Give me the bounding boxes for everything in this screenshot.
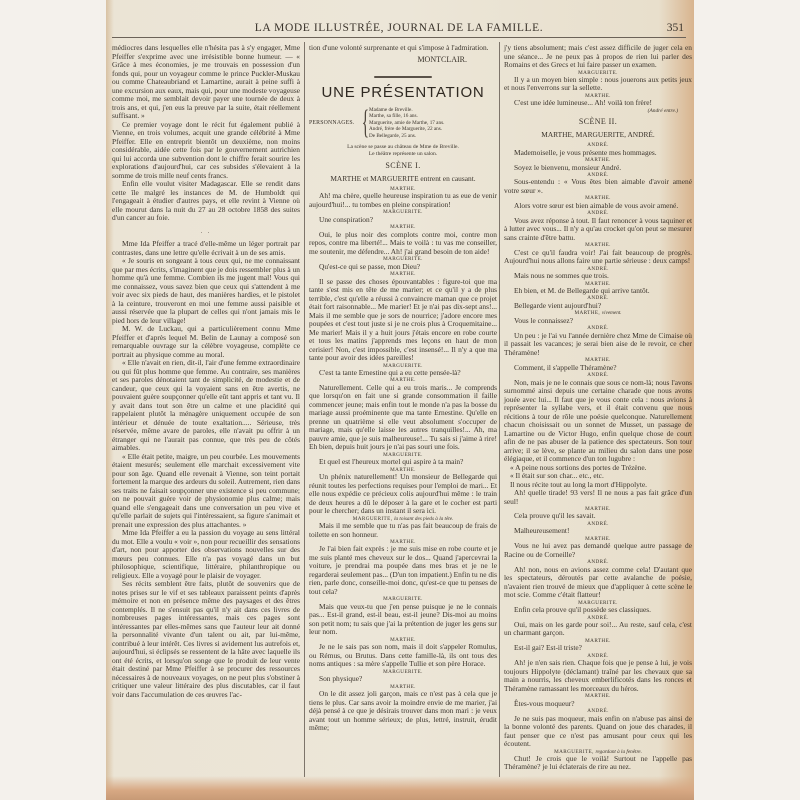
verse-line: « Il était sur son char... etc., etc.	[510, 471, 604, 480]
paragraph: Soyez le bienvenu, monsieur André.	[514, 162, 622, 172]
paragraph: Sous-entendu : « Vous êtes bien aimable d'avoir amené votre sœur ».	[504, 177, 692, 195]
speaker-label: ANDRÉ.	[587, 520, 609, 527]
speaker-label: MARGUERITE,	[352, 515, 393, 522]
paragraph: Vous avez réponse à tout. Il faut renoncer à vous taquiner et à lutter avec vous... Il n'y a qu'au crocket qu'on peut se mesurer sans crainte d'être battu.	[504, 215, 692, 242]
speaker-label: MARTHE.	[585, 637, 611, 644]
speaker-label: ANDRÉ.	[587, 295, 609, 302]
paragraph: Cela prouve qu'il les savait.	[514, 511, 596, 521]
paragraph: Chut! Je crois que le voilà! Surtout ne l'appelle pas Théramène? je lui éclaterais de rire au nez.	[504, 753, 692, 772]
cast-member: Madame de Breville.	[369, 106, 413, 113]
play-title: UNE PRÉSENTATION	[321, 84, 485, 101]
ornament-line	[374, 76, 432, 78]
paragraph: Enfin cela prouve qu'il possède ses classiques.	[514, 605, 651, 615]
speaker-label: ANDRÉ.	[587, 210, 609, 217]
newspaper-page	[106, 0, 694, 800]
speaker-label: MARTHE.	[390, 683, 416, 690]
paragraph: Est-il gai? Est-il triste?	[514, 643, 582, 653]
speaker-label: ANDRÉ.	[587, 559, 609, 566]
speaker-label: MARTHE.	[585, 535, 611, 542]
author-signature: MONTCLAIR.	[417, 54, 467, 64]
paragraph: « Elle était petite, maigre, un peu courbée. Les mouvements étaient mesurés; seulement elle marchait excessivement vite pour son âge. Quand elle revenait à Vienne, son teint portait fortement la marque des ardeurs du soleil. Autrement, rien dans ses traits ne faisait soupçonner une existence si peu commune; on ne pouvait guère voir de physionomie plus calme; mais quand elle s'engageait dans une conversation un peu vive et qu'elle parlait de sujets qui l'intéressaient, sa figure s'animait et prenait une expression des plus attachantes. »	[112, 451, 300, 529]
paragraph: Mais nous ne sommes que trois.	[514, 271, 609, 281]
speaker-label: MARTHE.	[585, 357, 611, 364]
paragraph: Ah! non, nous en avions assez comme cela! D'autant que les spectateurs, déroutés par cette avalanche de poésie, n'avaient rien trouvé de mieux que d'appliquer à cette scène le mot scie. Comme c'était flatteur!	[504, 564, 692, 600]
speaker-label: MARTHE,	[574, 310, 601, 317]
speaker-label: ANDRÉ.	[587, 172, 609, 179]
scene-characters: MARTHE, MARGUERITE, ANDRÉ.	[541, 129, 655, 139]
paragraph: C'est une idée lumineuse... Ah! voilà ton frère!	[514, 98, 653, 108]
paragraph: Oui, le plus noir des complots contre moi, contre mon repos, contre ma liberté!... Mais te voilà : tu vas me conseiller, me soutenir, me défendre... Ah! j'ai grand besoin de ton aide!	[309, 229, 497, 256]
paragraph: Naturellement. Celle qui a eu trois maris... Je comprends que lorsqu'on en fait une si grande consommation il faille commencer jeune; mais enfin tout le monde n'a pas la bosse du mariage aussi proéminente que ma tante Ernestine. Qu'elle en prenne un quatrième si elle veut absolument s'occuper de mariage, mais qu'elle laisse les autres tranquilles!... Ah, ma pauvre amie, que je suis malheureuse!... Tu sais si j'aime à rire! Eh bien, depuis huit jours je n'ai pas souri une fois.	[309, 382, 497, 452]
speaker-label: MARGUERITE.	[578, 599, 618, 606]
speaker-label: MARGUERITE.	[383, 451, 423, 458]
paragraph: Eh bien, et M. de Bellegarde qui arrive tantôt.	[514, 285, 650, 295]
paragraph: Mais il me semble que tu n'as pas fait beaucoup de frais de toilette en son honneur.	[309, 521, 497, 539]
speaker-label: MARGUERITE.	[383, 596, 423, 603]
paragraph: médiocres dans lesquelles elle n'hésita pas à s'y engager, Mme Pfeiffer s'exprime avec une irrésistible bonne humeur. — « Grâce à mes économies, je me trouvais en possession d'un fonds qui, pour un voyageur comme le prince Puckler-Muskau ou comme Chateaubriand et Lamartine, aurait à peine suffi à une excursion aux eaux, mais qui, pour une modeste voyageuse comme moi, me semblait devoir payer une tournée de deux à trois ans, et qui, j'en eus la preuve par la suite, était réellement suffisant. »	[112, 43, 300, 120]
stage-direction: la toisant des pieds à la tête.	[394, 515, 454, 522]
speaker-label: MARTHE.	[390, 466, 416, 473]
paragraph: Alors votre sœur est bien aimable de vous avoir amené.	[514, 200, 679, 210]
cast-member: André, frère de Marguerite, 22 ans.	[369, 126, 443, 133]
paragraph: Mais que veux-tu que j'en pense puisque je ne le connais pas... Est-il grand, est-il beau, est-il jeune? Dis-moi au moins son petit nom; tu sais que j'ai la prétention de juger les gens sur leur nom.	[309, 601, 497, 637]
page-edge	[106, 776, 694, 800]
stage-direction: regardant à la fenêtre.	[595, 748, 642, 755]
speaker-label: MARTHE.	[585, 157, 611, 164]
verse-line: Il nous récite tout au long la mort d'Hippolyte.	[510, 479, 648, 489]
speaker-label: MARTHE.	[390, 224, 416, 231]
journal-title: LA MODE ILLUSTRÉE, JOURNAL DE LA FAMILLE.	[254, 22, 544, 34]
setting-note	[309, 144, 497, 158]
paragraph: Non, mais je ne le connais que sous ce nom-là; nous l'avons surnommé ainsi depuis une certaine charade que nous avons jouée avec lui... Il faut que je vous conte cela : nous avions à représenter la syllabe vers, et il était convenu que nous récitions à tour de rôle une poésie quelconque. Naturellement chacun choisissait ou un sonnet de Musset, un passage de Lamartine ou de Victor Hugo, enfin quelque chose de court afin de ne pas abuser de la patience des spectateurs. Son tour arrive; il se lève, se plante au milieu du salon dans une pose élégiaque, et il commence d'un ton lugubre :	[504, 377, 692, 463]
speaker-label: MARTHE.	[390, 186, 416, 192]
paragraph: Il y a un moyen bien simple : nous jouerons aux petits jeux et nous l'enverrons sur la sellette.	[504, 74, 692, 93]
speaker-label: MARTHE.	[390, 539, 416, 546]
paragraph: Et quel est l'heureux mortel qui aspire à ta main?	[319, 457, 464, 467]
paragraph: Vous le connaissez?	[514, 315, 573, 325]
speaker-label: MARTHE.	[585, 506, 611, 512]
paragraph: Il se passe des choses épouvantables : figure-toi que ma tante s'est mis en tête de me marier; et ce qu'il y a de plus terrible, c'est qu'elle a réussi à convaincre maman que ce projet était fort raisonnable... Me marier! Et je n'ai pas dix-sept ans!... Mais il me semble que je sors de nourrice; j'adore encore mes poupées et c'est tout juste si je ne crois plus à Croquemitaine... Me marier! Mais il y a huit jours j'étais encore en robe courte et tous les matins j'apprends mes leçons en haut de mon cerisier! Non, c'est impossible, c'est insensé!... Il n'y a que ma tante pour avoir des idées pareilles!	[309, 276, 497, 363]
paragraph: Mme Ida Pfeiffer a tracé d'elle-même un léger portrait par contrastes, dans une lettre qu'elle écrivait à un de ses amis.	[112, 239, 300, 257]
paragraph: Je ne suis pas moqueur, mais enfin on n'abuse pas ainsi de la bonne volonté des parents. Quand on joue des charades, il faut penser que ce n'est pas amusant pour ceux qui les écoutent.	[504, 713, 692, 749]
paragraph: Ah! je n'en sais rien. Chaque fois que je pense à lui, je vois toujours Hippolyte (déclamant) traîné par les chevaux que sa main a nourris, les cheveux emberlificotés dans les ronces et Théramène ramassant les morceaux du héros.	[504, 658, 692, 693]
cast-member: Marguerite, amie de Marthe, 17 ans.	[369, 119, 445, 126]
stage-direction: (André entre.)	[647, 107, 678, 114]
speaker-label: ANDRÉ.	[587, 372, 609, 379]
paragraph: Vous ne lui avez pas demandé quelque autre passage de Racine ou de Corneille?	[504, 541, 692, 559]
cast-label: PERSONNAGES.	[309, 119, 355, 126]
paragraph: Un peu : je l'ai vu l'année dernière chez Mme de Cimaise où il passait les vacances; je serai bien aise de le revoir, ce cher Théramène!	[504, 330, 692, 357]
speaker-label: MARTHE.	[585, 242, 611, 249]
paragraph: j'y tiens absolument; mais c'est assez difficile de juger cela en une séance... Je ne peux pas à propos de rien lui parler des Romains et des Grecs et lui faire passer un examen.	[504, 43, 692, 69]
paragraph: C'est ta tante Ernestine qui a eu cette pensée-là?	[319, 367, 461, 377]
paragraph: Mme Ida Pfeiffer a eu la passion du voyage au sens littéral du mot. Elle a voulu « voir », non pour recueillir des sensations d'art, non pour apporter des observations nouvelles sur des mœurs peu connues. Elle n'a pas voyagé dans un but philosophique, scientifique, littéraire, philanthropique ou religieux. Elle a voyagé pour le plaisir de voyager.	[112, 528, 300, 580]
paragraph: Mademoiselle, je vous présente mes hommages.	[514, 147, 657, 157]
setting-line: La scène se passe au château de Mme de Breville.	[347, 144, 459, 150]
speaker-label: ANDRÉ.	[587, 614, 609, 621]
speaker-label: ANDRÉ.	[587, 325, 609, 332]
scene-heading: SCÈNE II.	[578, 117, 618, 127]
paragraph: Ah! quelle tirade! 93 vers! Il ne nous a pas fait grâce d'un seul!	[504, 488, 692, 506]
speaker-label: MARGUERITE.	[578, 69, 618, 76]
paragraph: On le dit assez joli garçon, mais ce n'est pas à cela que je tiens le plus. Car sans avoir la moindre envie de me marier, j'ai déjà pensé à ce que je désirais trouver dans mon mari : je veux avant tout un homme sérieux; de plus, lettré, instruit, érudit même;	[309, 689, 497, 733]
paragraph: C'est ce qu'il faudra voir! J'ai fait beaucoup de progrès. Aujourd'hui nous allons faire une partie sérieuse : deux camps!	[504, 247, 692, 266]
speaker-label: ANDRÉ.	[587, 652, 609, 659]
column-divider	[499, 42, 500, 777]
speaker-label: MARGUERITE.	[383, 209, 423, 216]
speaker-label: MARGUERITE.	[383, 362, 423, 369]
paragraph: Ses récits semblent être faits, plutôt de souvenirs que de notes prises sur le vif et ses tableaux paraissent peints d'après mémoire et non en présence même des paysages et des êtres contemplés. Il ne s'ensuit pas qu'il n'y ait dans ces livres de nombreuses pages intéressantes, mais ces pages sont intéressantes par elles-mêmes sans que l'auteur leur ait donné la personnalité vivante d'un talent ou ait, par lui-même, contribué à leur intérêt. Ces livres si avidement lus autrefois et, aujourd'hui, si éclipsés se ressentent de la hâte avec laquelle ils ont été écrits, et lorsqu'on songe que le produit de leur vente était destiné par Mme Pfeiffer à se procurer des ressources nécessaires à de nouveaux voyages, on ne peut plus s'obstiner à critiquer une valeur littéraire des plus discutables, car il faut voir dans l'accumulation de ces œuvres l'ac-	[112, 579, 300, 699]
cast-list	[309, 106, 497, 140]
column-2-play	[309, 44, 497, 733]
speaker-label: ANDRÉ.	[587, 142, 609, 149]
scene-heading: SCÈNE I.	[385, 161, 421, 170]
column-3-play	[504, 44, 692, 772]
paragraph: Je ne le sais pas son nom, mais il doit s'appeler Romulus, ou Rémus, ou Brutus. Dans cette famille-là, ils ont tous des noms antiques : sa mère s'appelle Tullie et son père Horace.	[309, 642, 497, 669]
page-header	[112, 20, 686, 38]
paragraph: Comment, il s'appelle Théramène?	[514, 362, 617, 372]
verse-line: « A peine nous sortions des portes de Trézène.	[510, 462, 647, 472]
speaker-label: MARGUERITE,	[554, 748, 594, 755]
decorative-rule	[309, 73, 497, 78]
paragraph: Oui, mais on les garde pour soi!... Au reste, sauf cela, c'est un charmant garçon.	[504, 619, 692, 638]
stage-direction: vivement.	[601, 310, 622, 317]
speaker-label: ANDRÉ.	[587, 708, 609, 715]
paragraph: Enfin elle voulut visiter Madagascar. Elle se rendit dans cette île malgré les instances de M. de Humboldt qui l'engageait à étudier d'autres pays, et elle revint à Vienne où elle mourut dans la nuit du 27 au 28 octobre 1858 des suites d'un cancer au foie.	[112, 179, 300, 222]
cast-members	[369, 107, 444, 140]
speaker-label: MARTHE.	[390, 271, 416, 278]
speaker-label: MARTHE.	[585, 280, 611, 287]
paragraph: Ah! ma chère, quelle heureuse inspiration tu as eue de venir aujourd'hui!... tu tombes en pleine conspiration!	[309, 191, 497, 209]
speaker-label: MARTHE.	[390, 377, 416, 384]
paragraph: Êtes-vous moqueur?	[514, 698, 575, 708]
brace: {	[361, 104, 370, 141]
paragraph: tion d'une volonté surprenante et qui s'impose à l'admiration.	[309, 43, 489, 52]
column-1-article	[112, 44, 300, 699]
page-number: 351	[666, 22, 684, 34]
paragraph: Malheureusement!	[514, 526, 570, 536]
speaker-label: MARTHE.	[585, 92, 611, 99]
scene-characters: MARTHE et MARGUERITE entrent en causant.	[330, 173, 476, 183]
column-divider	[304, 42, 305, 777]
speaker-label: MARGUERITE.	[383, 668, 423, 675]
paragraph: Son physique?	[319, 674, 363, 684]
paragraph: « Elle n'avait en rien, dit-il, l'air d'une femme extraordinaire ou qui fût plus homme que femme. Au contraire, ses manières et ses paroles dénotaient tant de simplicité, de modestie et de candeur, que ceux qui la voyaient sans en être avertis, ne pouvaient guère soupçonner qu'elle eût tant appris et tant vu. Il y avait dans tout son être un calme et une placidité qui rappelaient plutôt la ménagère uniquement occupée de son intérieur et dénuée de toute exaltation..... Sérieuse, très réservée, même avare de paroles, elle n'avait pu offrir à un étranger qui ne l'aurait pas connue, que très peu de côtés aimables.	[112, 358, 300, 452]
paragraph: M. W. de Luckau, qui a particulièrement connu Mme Pfeiffer et d'après lequel M. Belin de Launay a composé son remarquable ouvrage sur la célèbre voyageuse, complète ce portrait au physique comme au moral.	[112, 324, 300, 359]
paragraph: Ce premier voyage dont le récit fut également publié à Vienne, en trois volumes, acquit une grande célébrité à Mme Pfeiffer. Elle en entreprit bientôt un deuxième, non moins considérable, aidée cette fois par le gouvernement autrichien qui lui accorda une subvention dont le chiffre ferait sourire les explorations d'aujourd'hui, car ces subsides s'élevaient à la somme de trois mille neuf cents francs.	[112, 119, 300, 180]
paragraph: Bellegarde vient aujourd'hui?	[514, 300, 602, 310]
speaker-label: MARTHE.	[585, 195, 611, 202]
cast-member: De Bellegarde, 25 ans.	[369, 132, 417, 139]
paragraph: Qu'est-ce qui se passe, mon Dieu?	[319, 261, 421, 271]
speaker-label: MARGUERITE.	[383, 256, 423, 263]
paragraph: Un phénix naturellement! Un monsieur de Bellegarde qui réunit toutes les perfections requises pour l'emploi de mari... Et elle nous expédie ce précieux colis aujourd'hui même : le train de deux heures a dû le déposer à la gare et le cocher est parti pour le chercher; dans un instant il sera ici.	[309, 472, 497, 516]
speaker-label: MARTHE.	[585, 693, 611, 700]
section-separator: . .	[200, 228, 212, 235]
speaker-label: MARTHE.	[390, 636, 416, 643]
setting-line: Le théâtre représente un salon.	[368, 151, 438, 157]
paragraph: « Je souris en songeant à tous ceux qui, ne me connaissant que par mes écrits, s'imaginent que je dois ressembler plus à un homme qu'à une femme. Combien ils me jugent mal! Vous qui me connaissez, vous savez bien que ceux qui s'attendent à me voir avec six pieds de haut, des manières hardies, et le pistolet à la ceinture, trouveront en moi une femme aussi paisible et aussi réservée que la plupart de celles qui n'ont jamais mis le pied hors de leur village!	[112, 256, 300, 325]
paragraph: Je l'ai bien fait exprès : je me suis mise en robe courte et je me suis planté mes cheveux sur le dos... Quand j'apercevrai la voiture, je prendrai ma poupée dans mes bras et je ne le regarderai seulement pas... (D'un ton impatient.) Enfin tu ne dis rien, parle donc, conseille-moi donc, qu'est-ce que tu penses de tout cela?	[309, 544, 497, 596]
speaker-label: ANDRÉ.	[587, 265, 609, 272]
cast-member: Marthe, sa fille, 16 ans.	[369, 113, 418, 120]
paragraph: Une conspiration?	[319, 214, 373, 224]
